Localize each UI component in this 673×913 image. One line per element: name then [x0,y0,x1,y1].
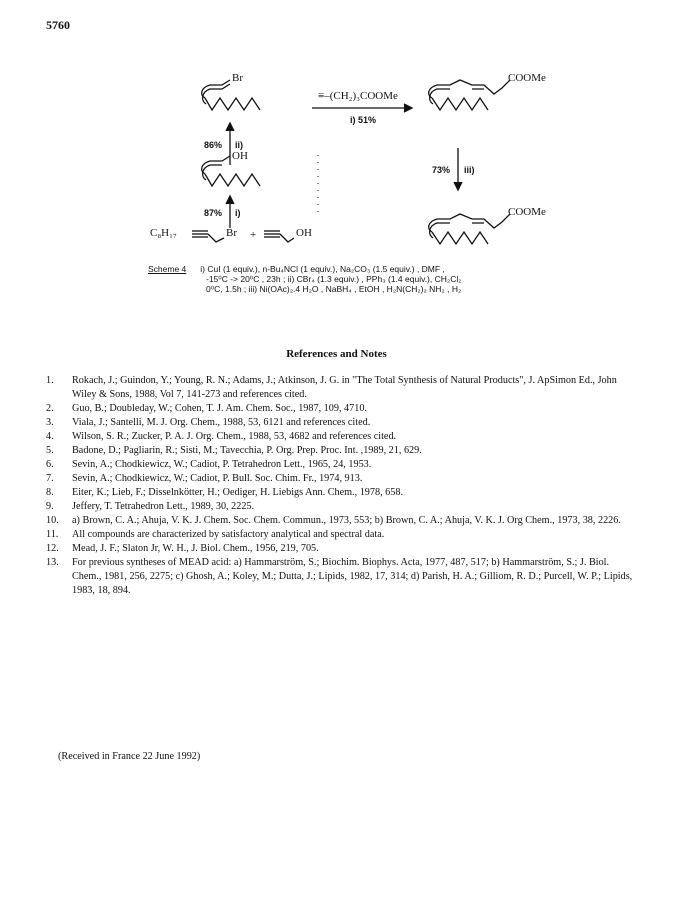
label-oh-mid: OH [232,150,248,162]
reference-item [46,444,638,458]
label-reagent-top: ≡–(CH₂)₃COOMe [318,90,398,102]
reference-item [46,500,638,514]
label-coome-bottom: COOMe [508,206,546,218]
label-c8h17: C₈H₁₇ [150,227,177,239]
label-oh-bottom: OH [296,227,312,239]
reference-number: 12. [46,543,59,554]
reference-number: 4. [46,431,54,442]
reference-text: Mead, J. F.; Slaton Jr, W. H., J. Biol. Chem., 1956, 219, 705. [72,543,319,554]
reference-number: 1. [46,375,54,386]
reference-item [46,514,638,528]
reference-number: 13. [46,557,59,568]
scheme-caption-name: Scheme 4 [148,264,187,274]
label-br-bottom: Br [226,227,237,239]
reference-item [46,528,638,542]
reference-number: 10. [46,515,59,526]
reference-number: 7. [46,473,54,484]
reference-item [46,472,638,486]
label-yield-ii: 86% [204,140,223,150]
label-yield-i: 87% [204,208,223,218]
scheme-caption [148,264,568,294]
reference-item [46,374,638,402]
reference-item [46,402,638,416]
reference-text: Badone, D.; Pagliarin, R.; Sisti, M.; Tavecchia, P. Org. Prep. Proc. Int. ,1989, 21, 629. [72,445,422,456]
references-list [46,374,638,598]
page-number: 5760 [46,18,70,32]
reference-text: Rokach, J.; Guindon, Y.; Young, R. N.; Adams, J.; Atkinson, J. G. in "The Total Synthesis of Natural Products", J. ApSimon Ed., John Wiley & Sons, 1988, Vol 7, 141-273 and references cited. [72,375,617,400]
reference-text: Sevin, A.; Chodkiewicz, W.; Cadiot, P. Tetrahedron Lett., 1965, 24, 1953. [72,459,372,470]
reaction-scheme [0,0,673,320]
reference-number: 3. [46,417,54,428]
reference-item [46,458,638,472]
scheme-caption-line-3: 0⁰C, 1.5h ; iii) Ni(OAc)₂.4 H₂O , NaBH₄ , EtOH , H₂N(CH₂)₂ NH₂ , H₂ [206,284,462,294]
reference-number: 11. [46,529,59,540]
scheme-caption-line-1: i) CuI (1 equiv.), n-Bu₄NCl (1 equiv.), Na₂CO₃ (1.5 equiv.) , DMF , [200,264,445,274]
label-yield-iii: 73% [432,165,451,175]
reference-text: Viala, J.; Santelli, M. J. Org. Chem., 1988, 53, 6121 and references cited. [72,417,371,428]
reference-number: 5. [46,445,54,456]
references-title: References and Notes [286,348,387,360]
reference-item [46,416,638,430]
reference-number: 2. [46,403,54,414]
reference-item [46,486,638,500]
label-step-top: i) 51% [350,115,377,125]
reference-number: 8. [46,487,54,498]
scheme-caption-line-2: -15⁰C -> 20⁰C , 23h ; ii) CBr₄ (1.3 equiv.) , PPh₃ (1.4 equiv.), CH₂Cl₂ [206,274,462,284]
reference-number: 6. [46,459,54,470]
label-step-i: i) [235,208,241,218]
reference-text: All compounds are characterized by satisfactory analytical and spectral data. [72,529,385,540]
label-br-top: Br [232,72,243,84]
received-date: (Received in France 22 June 1992) [58,751,201,762]
reference-text: Wilson, S. R.; Zucker, P. A. J. Org. Chem., 1988, 53, 4682 and references cited. [72,431,397,442]
reference-item [46,542,638,556]
reference-text: Jeffery, T. Tetrahedron Lett., 1989, 30, 2225. [72,501,255,512]
reference-text: For previous syntheses of MEAD acid: a) Hammarström, S.; Biochim. Biophys. Acta, 1977, 487, 517; b) Hammarström, S.; J. Biol. Chem., 1981, 256, 2275; c) Ghosh, A.; Koley, M.; Dutta, J.; Lipids, 1982, 17, 314; d) Parish, H. A.; Gilliom, R. D.; Purcell, W. P.; Lipids, 1983, 18, 894. [72,557,633,596]
reference-text: Eiter, K.; Lieb, F.; Disselnkötter, H.; Oediger, H. Liebigs Ann. Chem., 1978, 658. [72,487,403,498]
reference-item [46,556,638,598]
reference-text: a) Brown, C. A.; Ahuja, V. K. J. Chem. Soc. Chem. Commun., 1973, 553; b) Brown, C. A.; Ahuja, V. K. J. Org Chem., 1973, 38, 2226. [72,515,621,526]
label-step-iii: iii) [464,165,475,175]
reference-text: Guo, B.; Doubleday, W.; Cohen, T. J. Am. Chem. Soc., 1987, 109, 4710. [72,403,367,414]
reference-item [46,430,638,444]
label-coome-top: COOMe [508,72,546,84]
reference-text: Sevin, A.; Chodkiewicz, W.; Cadiot, P. Bull. Soc. Chim. Fr., 1974, 913. [72,473,363,484]
reference-number: 9. [46,501,54,512]
label-step-ii: ii) [235,140,243,150]
label-plus: + [250,229,257,241]
